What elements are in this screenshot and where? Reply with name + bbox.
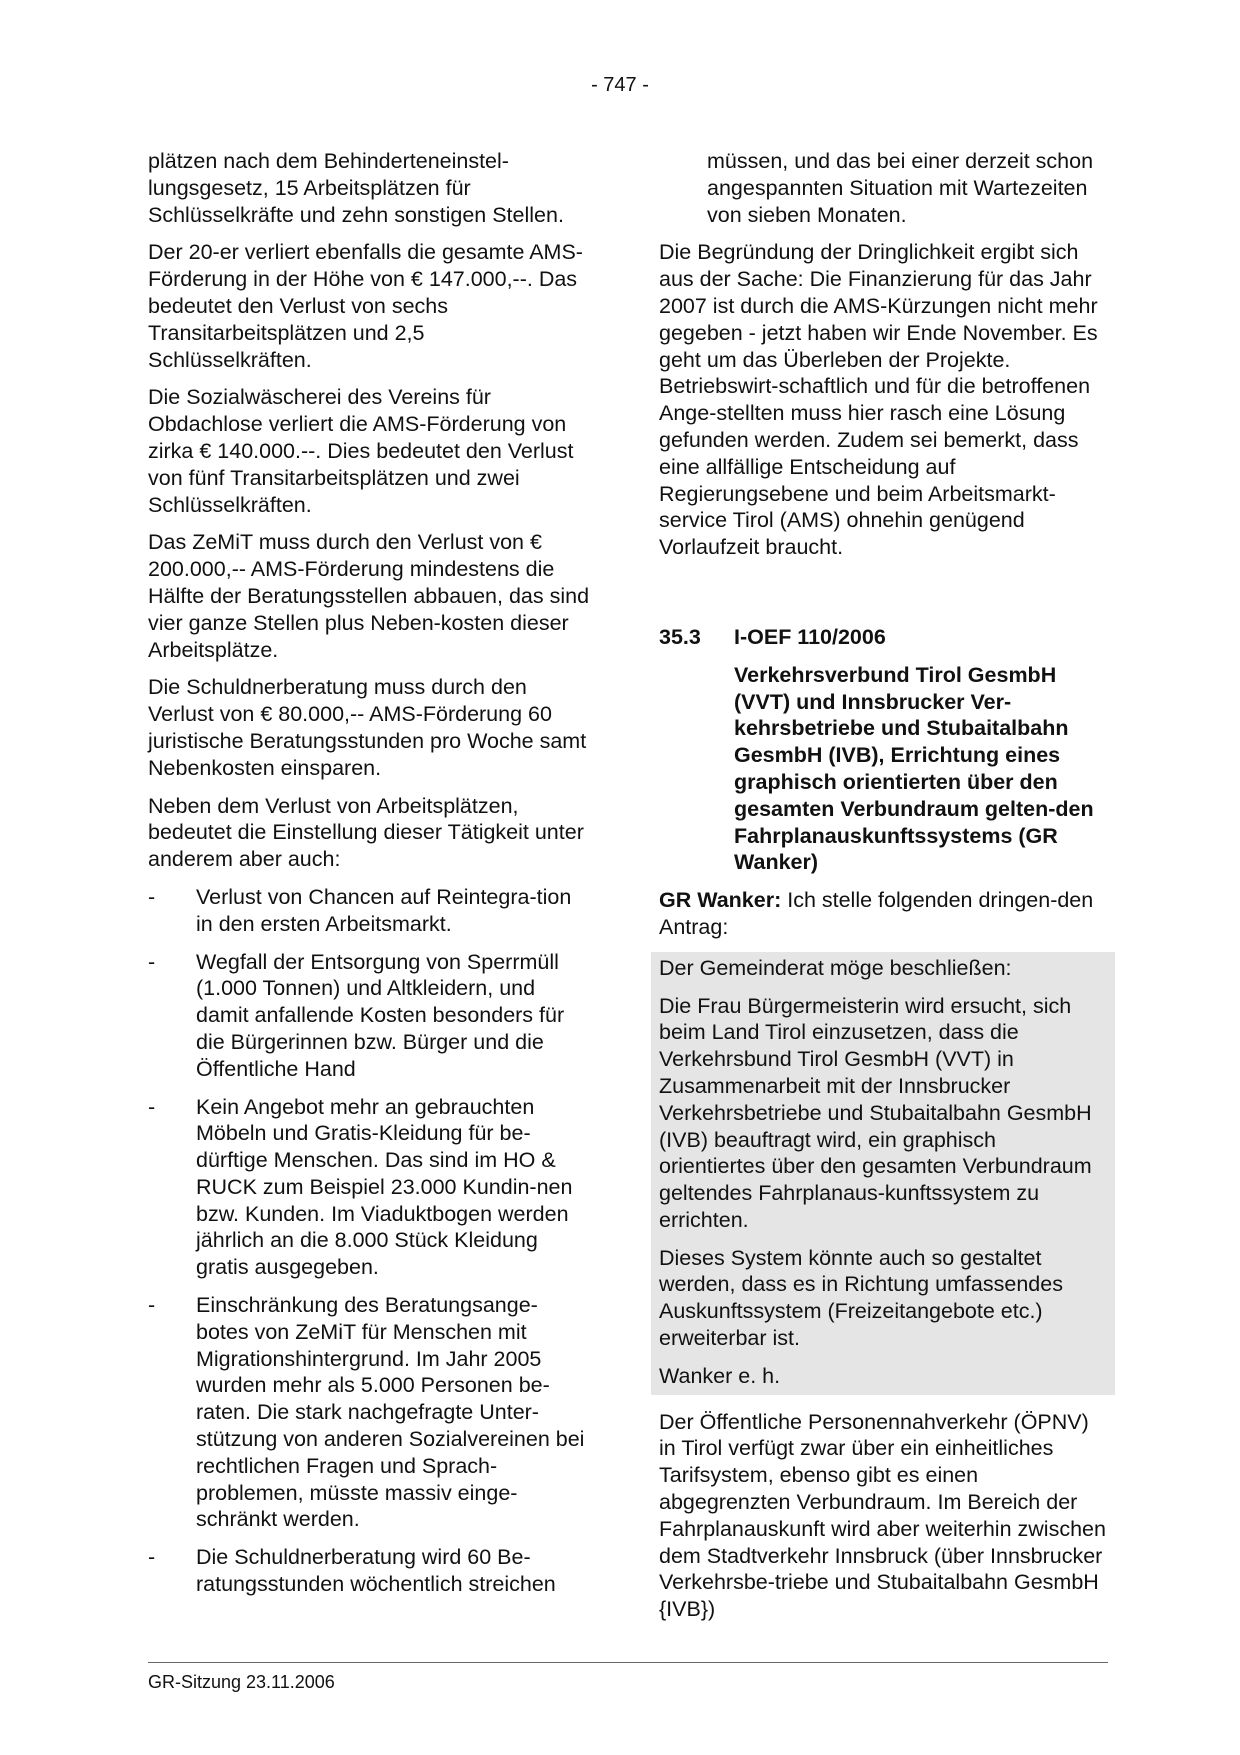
dash-marker: -: [148, 1293, 156, 1318]
dash-marker: -: [148, 1094, 156, 1119]
speaker-name: GR Wanker:: [659, 888, 782, 913]
section-number: 35.3: [659, 624, 701, 649]
paragraph: Neben dem Verlust von Arbeitsplätzen, bedeutet die Einstellung dieser Tätigkeit unter anderem aber auch:: [148, 793, 584, 872]
right-column: [659, 148, 1107, 1634]
list-item: - Verlust von Chancen auf Reintegra-tion in den ersten Arbeitsmarkt.: [148, 884, 572, 936]
page-number: - 747 -: [591, 74, 649, 96]
footer-text: GR-Sitzung 23.11.2006: [148, 1672, 335, 1692]
closing-paragraph: Der Öffentliche Personennahverkehr (ÖPNV) in Tirol verfügt zwar über ein einheitliches Tarifsystem, ebenso gibt es einen abgegrenzten Verbundraum. Im Bereich der Fahrplanauskunft wird aber weiterhin zwischen dem Stadtverkehr Innsbruck (über Innsbrucker Verkehrsbe-triebe und Stubaitalbahn GesmbH {IVB}): [659, 1409, 1106, 1622]
footer-divider: [148, 1662, 1108, 1663]
left-column: [148, 148, 590, 1609]
paragraph: Die Sozialwäscherei des Vereins für Obdachlose verliert die AMS-Förderung von zirka € 140.000.--. Dies bedeutet den Verlust von fünf Transitarbeitsplätzen und zwei Schlüsselkräften.: [148, 385, 574, 517]
urgency-paragraph: Die Begründung der Dringlichkeit ergibt sich aus der Sache: Die Finanzierung für das Jahr 2007 ist durch die AMS-Kürzungen nicht mehr gegeben - jetzt haben wir Ende November. Es geht um das Überleben der Projekte. Betriebswirt-schaftlich und für die betroffenen Ange-stellten muss hier rasch eine Lösung gefunden werden. Zudem sei bemerkt, dass eine allfällige Entscheidung auf Regierungsebene und beim Arbeitsmarkt-service Tirol (AMS) ohnehin genügend Vorlaufzeit braucht.: [659, 240, 1098, 560]
motion-line: Dieses System könnte auch so gestaltet werden, dass es in Richtung umfassendes Auskunftssystem (Freizeitangebote etc.) erweiterbar ist.: [659, 1245, 1063, 1351]
motion-box: [651, 952, 1115, 1395]
paragraph: Das ZeMiT muss durch den Verlust von € 200.000,-- AMS-Förderung mindestens die Hälfte der Beratungsstellen abbauen, das sind vier ganze Stellen plus Neben-kosten dieser Arbeitsplätze.: [148, 530, 590, 662]
section-code: I-OEF 110/2006: [734, 624, 886, 649]
dash-marker: -: [148, 949, 156, 974]
paragraph: Der 20-er verliert ebenfalls die gesamte AMS-Förderung in der Höhe von € 147.000,--. Das bedeutet den Verlust von sechs Transitarbeitsplätzen und 2,5 Schlüsselkräften.: [148, 240, 583, 372]
list-item: - Die Schuldnerberatung wird 60 Be-ratungsstunden wöchentlich streichen: [148, 1545, 556, 1597]
section-title: Verkehrsverbund Tirol GesmbH (VVT) und Innsbrucker Ver-kehrsbetriebe und Stubaitalbahn GesmbH (IVB), Errichtung eines graphisch orientierten über den gesamten Verbundraum gelten-den Fahrplanauskunftssystems (GR Wanker): [734, 662, 1094, 875]
paragraph: plätzen nach dem Behinderteneinstel-lungsgesetz, 15 Arbeitsplätzen für Schlüsselkräfte und zehn sonstigen Stellen.: [148, 149, 564, 227]
dash-marker: -: [148, 1545, 156, 1570]
speaker-text: Ich stelle folgenden dringen-den Antrag:: [659, 888, 1094, 939]
speaker-paragraph: [659, 887, 1107, 941]
paragraph: Die Schuldnerberatung muss durch den Verlust von € 80.000,-- AMS-Förderung 60 juristische Beratungsstunden pro Woche samt Nebenkosten einsparen.: [148, 675, 587, 780]
list-item: - Kein Angebot mehr an gebrauchten Möbeln und Gratis-Kleidung für be-dürftige Menschen. Das sind im HO & RUCK zum Beispiel 23.000 Kundin-nen bzw. Kunden. Im Viaduktbogen werden jährlich an die 8.000 Stück Kleidung gratis ausgegeben.: [148, 1094, 573, 1280]
motion-signature: Wanker e. h.: [659, 1363, 781, 1388]
section-heading: [659, 624, 1107, 651]
list-item: - Wegfall der Entsorgung von Sperrmüll (1.000 Tonnen) und Altkleidern, und damit anfallende Kosten besonders für die Bürgerinnen bzw. Bürger und die Öffentliche Hand: [148, 949, 565, 1081]
list-item: - Einschränkung des Beratungsange-botes von ZeMiT für Menschen mit Migrationshintergrund. Im Jahr 2005 wurden mehr als 5.000 Personen be-raten. Die stark nachgefragte Unter-stützung von anderen Sozialvereinen bei rechtlichen Fragen und Sprach-problemen, müsste massiv einge-schränkt werden.: [148, 1293, 585, 1532]
dash-marker: -: [148, 884, 156, 909]
bullet-list: [148, 884, 590, 1598]
motion-line: Der Gemeinderat möge beschließen:: [659, 955, 1012, 980]
continuation-text: müssen, und das bei einer derzeit schon angespannten Situation mit Wartezeiten von sieben Monaten.: [707, 149, 1094, 227]
motion-line: Die Frau Bürgermeisterin wird ersucht, sich beim Land Tirol einzusetzen, dass die Verkehrsbund Tirol GesmbH (VVT) in Zusammenarbeit mit der Innsbrucker Verkehrsbetriebe und Stubaitalbahn GesmbH (IVB) beauftragt wird, ein graphisch orientiertes über den gesamten Verbundraum geltendes Fahrplanaus-kunftssystem zu errichten.: [659, 993, 1092, 1232]
